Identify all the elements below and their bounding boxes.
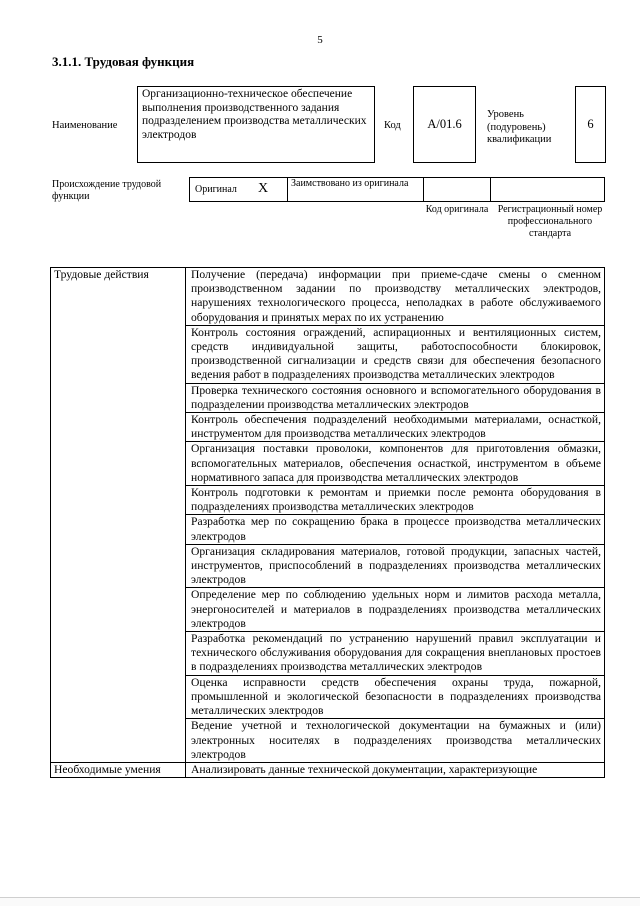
code-original-caption: Код оригинала: [425, 204, 489, 215]
original-mark: X: [258, 181, 269, 196]
divider: [423, 177, 424, 202]
action-cell: Оценка исправности средств обеспечения охраны труда, пожарной, промышленной и экологической безопасности в подразделениях производства металлических электродов: [186, 675, 605, 719]
action-cell: Контроль обеспечения подразделений необходимыми материалами, оснасткой, инструментом для производства металлических электродов: [186, 413, 605, 442]
table-row: [51, 268, 605, 326]
action-cell: Контроль подготовки к ремонтам и приемки после ремонта оборудования в подразделениях производства металлических электродов: [186, 486, 605, 515]
action-cell: Проверка технического состояния основного и вспомогательного оборудования в подразделении производства металлических электродов: [186, 383, 605, 412]
level-value: 6: [575, 86, 606, 163]
action-cell: Определение мер по соблюдению удельных норм и лимитов расхода металла, энергоносителей и материалов в подразделениях производства металлических электродов: [186, 588, 605, 632]
action-cell: Контроль состояния ограждений, аспирационных и вентиляционных систем, средств индивидуальной защиты, работоспособности блокировок, производственной сигнализации и средств связи для обеспечения безопасного ведения работ в подразделениях производства металлических электродов: [186, 325, 605, 383]
code-label: Код: [384, 120, 401, 131]
name-label: Наименование: [52, 120, 118, 131]
action-cell: Организация поставки проволоки, компонентов для приготовления обмазки, вспомогательных материалов, обеспечения оснасткой, инструментом в объеме нормативного запаса для производства металлических электродов: [186, 442, 605, 486]
action-cell: Разработка мер по сокращению брака в процессе производства металлических электродов: [186, 515, 605, 544]
skill-cell: Анализировать данные технической документации, характеризующие: [186, 762, 605, 777]
reg-number-caption: Регистрационный номер профессионального стандарта: [497, 204, 603, 239]
section-title: 3.1.1. Трудовая функция: [52, 54, 195, 69]
divider: [490, 177, 491, 202]
action-cell: Разработка рекомендаций по устранению нарушений правил эксплуатации и технического обслуживания оборудования для сокращения внеплановых простоев в подразделениях производства металлических электродов: [186, 632, 605, 676]
action-cell: Организация складирования материалов, готовой продукции, запасных частей, инструментов, приспособлений в подразделениях производства металлических электродов: [186, 544, 605, 588]
action-cell: Ведение учетной и технологической документации на бумажных и (или) электронных носителях в подразделениях производства металлических электродов: [186, 719, 605, 763]
origin-row: [189, 177, 605, 202]
divider: [287, 177, 288, 202]
table-row: [51, 762, 605, 777]
origin-label: Происхождение трудовой функции: [52, 179, 162, 202]
labor-actions-table: [50, 267, 605, 778]
skills-label: Необходимые умения: [51, 762, 186, 777]
name-value: Организационно-техническое обеспечение выполнения производственного задания подразделением производства металлических электродов: [137, 86, 375, 163]
action-cell: Получение (передача) информации при приеме-сдаче смены о сменном производственном задании по производству металлических электродов, нарушениях технологического процесса, неполадках в работе обслуживаемого оборудования и принятых мерах по их устранению: [186, 268, 605, 326]
borrowed-label: Заимствовано из оригинала: [291, 178, 409, 189]
level-label: Уровень (подуровень) квалификации: [487, 109, 552, 145]
page-number: 5: [317, 34, 323, 46]
code-value: А/01.6: [413, 86, 476, 163]
actions-label: Трудовые действия: [51, 268, 186, 763]
original-label: Оригинал: [195, 184, 237, 195]
